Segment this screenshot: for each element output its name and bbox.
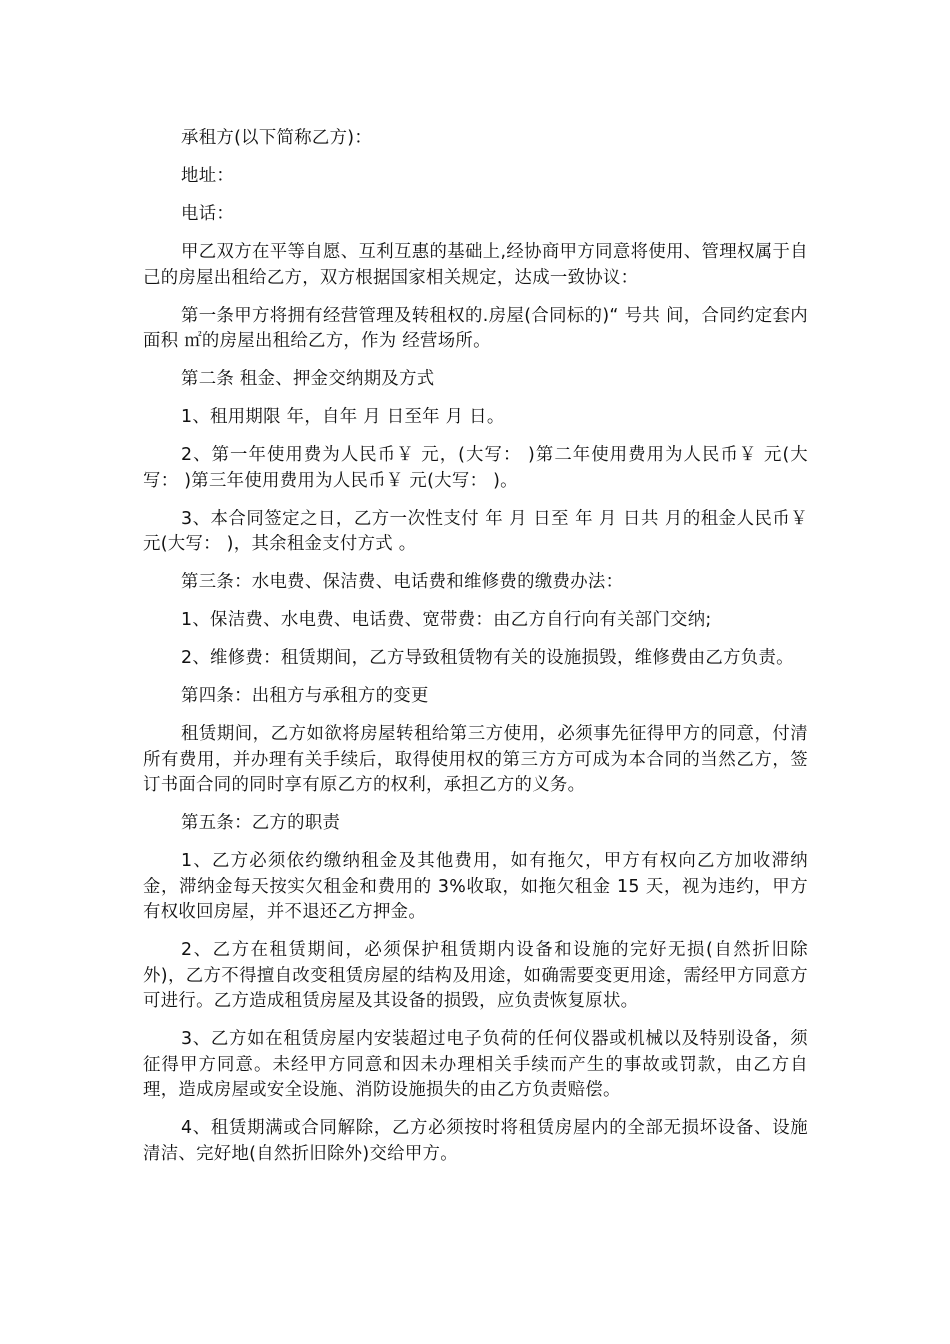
article-5-item-2: 2、乙方在租赁期间，必须保护租赁期内设备和设施的完好无损(自然折旧除外)，乙方不得擅自改变租赁房屋的结构及用途，如确需要变更用途，需经甲方同意方可进行。乙方造成租赁房屋及其设备的损毁，应负责恢复原状。 — [143, 940, 808, 1011]
article-2-item-1: 1、租用期限 年，自年 月 日至年 月 日。 — [181, 407, 505, 427]
article-5-item-3: 3、乙方如在租赁房屋内安装超过电子负荷的任何仪器或机械以及特别设备，须征得甲方同意。未经甲方同意和因未办理相关手续而产生的事故或罚款，由乙方自理，造成房屋或安全设施、消防设施损失的由乙方负责赔偿。 — [143, 1029, 808, 1100]
article-5-heading: 第五条：乙方的职责 — [181, 813, 341, 833]
article-2-item-3: 3、本合同签定之日，乙方一次性支付 年 月 日至 年 月 日共 月的租金人民币￥ 元(大写： )，其余租金支付方式 。 — [143, 508, 808, 554]
address-line: 地址： — [181, 166, 235, 186]
article-3-item-2: 2、维修费：租赁期间，乙方导致租赁物有关的设施损毁，维修费由乙方负责。 — [181, 648, 794, 668]
article-4-heading: 第四条：出租方与承租方的变更 — [181, 686, 429, 706]
article-2-item-2: 2、第一年使用费为人民币￥ 元，(大写： )第二年使用费用为人民币￥ 元(大写： )第三年使用费用为人民币￥ 元(大写： )。 — [143, 445, 808, 491]
article-5-item-4: 4、租赁期满或合同解除，乙方必须按时将租赁房屋内的全部无损坏设备、设施清洁、完好地(自然折旧除外)交给甲方。 — [143, 1118, 808, 1164]
contract-body — [143, 126, 808, 1180]
article-2-heading: 第二条 租金、押金交纳期及方式 — [181, 369, 435, 389]
agreement-preamble: 甲乙双方在平等自愿、互利互惠的基础上,经协商甲方同意将使用、管理权属于自己的房屋出租给乙方，双方根据国家相关规定，达成一致协议： — [143, 242, 808, 288]
lessee-line: 承租方(以下简称乙方)： — [181, 128, 373, 148]
article-3-item-1: 1、保洁费、水电费、电话费、宽带费：由乙方自行向有关部门交纳; — [181, 610, 712, 630]
article-5-item-1: 1、乙方必须依约缴纳租金及其他费用，如有拖欠，甲方有权向乙方加收滞纳金，滞纳金每天按实欠租金和费用的 3%收取，如拖欠租金 15 天，视为违约，甲方有权收回房屋，并不退还乙方押金。 — [143, 851, 808, 922]
article-4-body: 租赁期间，乙方如欲将房屋转租给第三方使用，必须事先征得甲方的同意，付清所有费用，并办理有关手续后，取得使用权的第三方方可成为本合同的当然乙方，签订书面合同的同时享有原乙方的权利，承担乙方的义务。 — [143, 724, 808, 795]
phone-line: 电话： — [181, 204, 235, 224]
article-3-heading: 第三条：水电费、保洁费、电话费和维修费的缴费办法： — [181, 572, 624, 592]
article-1: 第一条甲方将拥有经营管理及转租权的.房屋(合同标的)“ 号共 间，合同约定套内面积 ㎡的房屋出租给乙方，作为 经营场所。 — [143, 305, 808, 351]
